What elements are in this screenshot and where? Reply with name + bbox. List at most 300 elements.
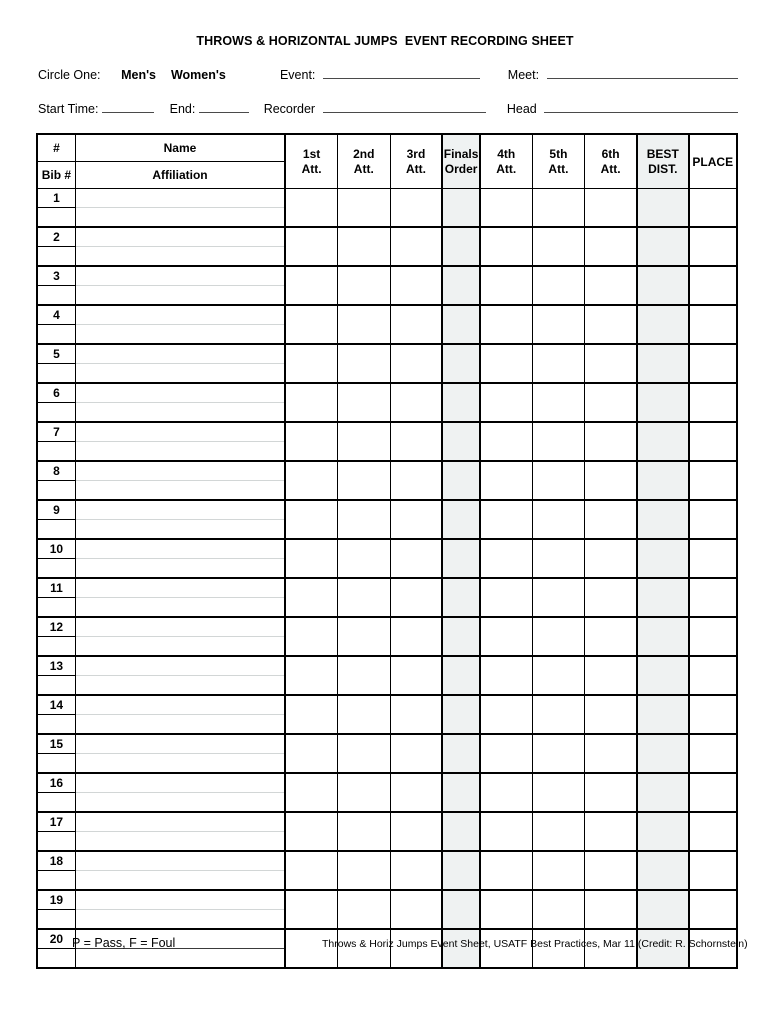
attempt-5-cell[interactable] — [532, 539, 584, 578]
affiliation-cell[interactable] — [75, 208, 285, 228]
attempt-5-cell[interactable] — [532, 773, 584, 812]
attempt-5-line-2: Att. — [548, 161, 569, 176]
attempt-1-cell[interactable] — [285, 539, 337, 578]
attempt-3-cell[interactable] — [390, 500, 442, 539]
athlete-name-cell[interactable] — [75, 500, 285, 520]
row-number-cell[interactable] — [37, 227, 75, 247]
attempt-6-cell[interactable] — [585, 383, 637, 422]
best-distance-cell[interactable] — [637, 189, 688, 228]
attempt-1-cell[interactable] — [285, 578, 337, 617]
start-time-label: Start Time: — [38, 102, 99, 116]
best-distance-cell[interactable] — [637, 773, 688, 812]
best-distance-cell[interactable] — [637, 266, 688, 305]
attempt-3-cell[interactable] — [390, 578, 442, 617]
column-header-attempt-5 — [532, 134, 584, 189]
row-number-label: 10 — [49, 542, 64, 556]
attempt-4-cell[interactable] — [480, 539, 532, 578]
attempt-4-cell[interactable] — [480, 851, 532, 890]
best-distance-cell[interactable] — [637, 656, 688, 695]
attempt-4-cell[interactable] — [480, 500, 532, 539]
affiliation-cell[interactable] — [75, 559, 285, 579]
place-cell[interactable] — [689, 539, 738, 578]
attempt-4-cell[interactable] — [480, 227, 532, 266]
attempt-3-cell[interactable] — [390, 695, 442, 734]
finals-order-cell[interactable] — [442, 617, 479, 656]
row-number-cell[interactable] — [37, 812, 75, 832]
attempt-4-cell[interactable] — [480, 189, 532, 228]
attempt-2-cell[interactable] — [338, 500, 390, 539]
place-cell[interactable] — [689, 422, 738, 461]
place-cell[interactable] — [689, 189, 738, 228]
row-number-label: 18 — [49, 854, 64, 868]
athlete-name-cell[interactable] — [75, 851, 285, 871]
bib-number-cell[interactable] — [37, 715, 75, 735]
row-number-cell[interactable] — [37, 383, 75, 403]
row-number-label: 8 — [53, 464, 60, 478]
attempt-3-cell[interactable] — [390, 656, 442, 695]
affiliation-cell[interactable] — [75, 286, 285, 306]
recorder-label: Recorder — [263, 102, 316, 116]
attempt-2-cell[interactable] — [338, 266, 390, 305]
athlete-name-cell[interactable] — [75, 461, 285, 481]
attempt-3-cell[interactable] — [390, 461, 442, 500]
finals-order-cell[interactable] — [442, 851, 479, 890]
best-distance-cell[interactable] — [637, 227, 688, 266]
finals-order-cell[interactable] — [442, 422, 479, 461]
attempt-3-cell[interactable] — [390, 890, 442, 929]
finals-order-cell[interactable] — [442, 578, 479, 617]
bib-number-cell[interactable] — [37, 754, 75, 774]
row-number-cell[interactable] — [37, 851, 75, 871]
affiliation-cell[interactable] — [75, 598, 285, 618]
attempt-1-line-1: 1st — [302, 147, 321, 162]
attempt-5-cell[interactable] — [532, 383, 584, 422]
column-header-attempt-4 — [480, 134, 532, 189]
attempt-1-cell[interactable] — [285, 890, 337, 929]
attempt-3-cell[interactable] — [390, 189, 442, 228]
finals-order-cell[interactable] — [442, 461, 479, 500]
affiliation-cell[interactable] — [75, 442, 285, 462]
place-cell[interactable] — [689, 656, 738, 695]
attempt-1-cell[interactable] — [285, 383, 337, 422]
attempt-2-cell[interactable] — [338, 656, 390, 695]
attempt-5-cell[interactable] — [532, 617, 584, 656]
finals-order-cell[interactable] — [442, 656, 479, 695]
attempt-6-cell[interactable] — [585, 695, 637, 734]
row-number-cell[interactable] — [37, 617, 75, 637]
best-distance-cell[interactable] — [637, 734, 688, 773]
finals-order-cell[interactable] — [442, 266, 479, 305]
bib-number-cell[interactable] — [37, 871, 75, 891]
table-row — [37, 383, 737, 403]
athlete-name-cell[interactable] — [75, 344, 285, 364]
attempt-4-cell[interactable] — [480, 812, 532, 851]
attempt-2-cell[interactable] — [338, 305, 390, 344]
affiliation-cell[interactable] — [75, 715, 285, 735]
affiliation-cell[interactable] — [75, 247, 285, 267]
attempt-2-cell[interactable] — [338, 851, 390, 890]
table-row — [37, 851, 737, 871]
attempt-5-cell[interactable] — [532, 305, 584, 344]
finals-order-cell[interactable] — [442, 539, 479, 578]
athlete-name-cell[interactable] — [75, 305, 285, 325]
attempt-1-cell[interactable] — [285, 305, 337, 344]
attempt-2-line-2: Att. — [353, 161, 374, 176]
attempt-5-cell[interactable] — [532, 344, 584, 383]
place-cell[interactable] — [689, 578, 738, 617]
attempt-2-cell[interactable] — [338, 812, 390, 851]
finals-order-cell[interactable] — [442, 227, 479, 266]
attempt-3-cell[interactable] — [390, 617, 442, 656]
bib-number-cell[interactable] — [37, 910, 75, 930]
start-time-field[interactable] — [102, 101, 154, 113]
affiliation-cell[interactable] — [75, 754, 285, 774]
attempt-4-cell[interactable] — [480, 656, 532, 695]
attempt-4-cell[interactable] — [480, 266, 532, 305]
athlete-name-cell[interactable] — [75, 383, 285, 403]
best-distance-cell[interactable] — [637, 890, 688, 929]
row-number-label: 15 — [49, 737, 64, 751]
athlete-name-cell[interactable] — [75, 227, 285, 247]
athlete-name-cell[interactable] — [75, 617, 285, 637]
attempt-5-cell[interactable] — [532, 227, 584, 266]
place-cell[interactable] — [689, 851, 738, 890]
finals-order-cell[interactable] — [442, 812, 479, 851]
attempt-3-cell[interactable] — [390, 305, 442, 344]
athlete-name-cell[interactable] — [75, 695, 285, 715]
bib-number-cell[interactable] — [37, 208, 75, 228]
finals-order-cell[interactable] — [442, 305, 479, 344]
row-number-cell[interactable] — [37, 734, 75, 754]
row-number-cell[interactable] — [37, 773, 75, 793]
column-header-attempt-3 — [390, 134, 442, 189]
credit-line: Throws & Horiz Jumps Event Sheet, USATF Best Practices, Mar 11 (Credit: R. Schornstein) — [322, 938, 748, 950]
row-number-cell[interactable] — [37, 461, 75, 481]
finals-order-cell[interactable] — [442, 773, 479, 812]
attempt-6-cell[interactable] — [585, 189, 637, 228]
attempt-6-cell[interactable] — [585, 305, 637, 344]
place-cell[interactable] — [689, 500, 738, 539]
attempt-1-cell[interactable] — [285, 344, 337, 383]
athlete-name-cell[interactable] — [75, 189, 285, 208]
finals-order-cell[interactable] — [442, 890, 479, 929]
attempt-5-cell[interactable] — [532, 189, 584, 228]
row-number-label: 17 — [49, 815, 64, 829]
attempt-5-cell[interactable] — [532, 695, 584, 734]
attempt-2-cell[interactable] — [338, 227, 390, 266]
best-distance-cell[interactable] — [637, 344, 688, 383]
place-cell[interactable] — [689, 227, 738, 266]
attempt-1-cell[interactable] — [285, 695, 337, 734]
bib-number-cell[interactable] — [37, 481, 75, 501]
affiliation-cell[interactable] — [75, 793, 285, 813]
row-number-label: 16 — [49, 776, 64, 790]
place-cell[interactable] — [689, 461, 738, 500]
row-number-label: 6 — [53, 386, 60, 400]
attempt-6-cell[interactable] — [585, 539, 637, 578]
attempt-5-cell[interactable] — [532, 461, 584, 500]
row-number-cell[interactable] — [37, 344, 75, 364]
recorder-field[interactable] — [323, 101, 486, 113]
mens-option[interactable]: Men's — [121, 68, 157, 82]
row-number-cell[interactable] — [37, 695, 75, 715]
attempt-2-cell[interactable] — [338, 578, 390, 617]
best-distance-cell[interactable] — [637, 695, 688, 734]
attempt-6-cell[interactable] — [585, 500, 637, 539]
row-number-label: 3 — [53, 269, 60, 283]
event-field[interactable] — [323, 67, 480, 79]
attempt-2-cell[interactable] — [338, 773, 390, 812]
best-distance-line-1: BEST — [646, 147, 679, 162]
attempt-4-cell[interactable] — [480, 383, 532, 422]
finals-order-line-2: Order — [444, 161, 478, 176]
athlete-name-cell[interactable] — [75, 266, 285, 286]
attempt-6-cell[interactable] — [585, 812, 637, 851]
place-cell[interactable] — [689, 305, 738, 344]
attempt-4-cell[interactable] — [480, 773, 532, 812]
attempt-4-cell[interactable] — [480, 695, 532, 734]
table-row — [37, 695, 737, 715]
attempt-4-line-1: 4th — [497, 147, 516, 162]
womens-option[interactable]: Women's — [170, 68, 226, 82]
finals-order-cell[interactable] — [442, 189, 479, 228]
affiliation-cell[interactable] — [75, 364, 285, 384]
attempt-2-cell[interactable] — [338, 734, 390, 773]
place-cell[interactable] — [689, 773, 738, 812]
row-number-label: 5 — [53, 347, 60, 361]
attempt-5-line-1: 5th — [549, 147, 568, 162]
athlete-name-cell[interactable] — [75, 890, 285, 910]
athlete-name-cell[interactable] — [75, 812, 285, 832]
row-number-label: 2 — [53, 230, 60, 244]
attempt-1-cell[interactable] — [285, 189, 337, 228]
table-row — [37, 539, 737, 559]
meet-field[interactable] — [547, 67, 738, 79]
attempt-6-cell[interactable] — [585, 266, 637, 305]
attempt-3-cell[interactable] — [390, 344, 442, 383]
athlete-name-cell[interactable] — [75, 578, 285, 598]
attempt-5-cell[interactable] — [532, 734, 584, 773]
attempt-2-cell[interactable] — [338, 890, 390, 929]
attempt-1-cell[interactable] — [285, 227, 337, 266]
attempt-5-cell[interactable] — [532, 266, 584, 305]
row-number-cell[interactable] — [37, 539, 75, 559]
sheet-footer — [36, 936, 748, 954]
attempt-3-cell[interactable] — [390, 227, 442, 266]
attempt-1-cell[interactable] — [285, 500, 337, 539]
attempt-4-cell[interactable] — [480, 461, 532, 500]
attempt-1-cell[interactable] — [285, 461, 337, 500]
attempt-1-cell[interactable] — [285, 851, 337, 890]
attempt-1-cell[interactable] — [285, 773, 337, 812]
row-number-cell[interactable] — [37, 578, 75, 598]
affiliation-cell[interactable] — [75, 325, 285, 345]
attempt-1-cell[interactable] — [285, 617, 337, 656]
attempt-2-cell[interactable] — [338, 422, 390, 461]
best-distance-cell[interactable] — [637, 422, 688, 461]
row-number-label: 12 — [49, 620, 64, 634]
attempt-1-cell[interactable] — [285, 656, 337, 695]
attempt-6-cell[interactable] — [585, 422, 637, 461]
place-cell[interactable] — [689, 734, 738, 773]
best-distance-cell[interactable] — [637, 539, 688, 578]
attempt-5-cell[interactable] — [532, 422, 584, 461]
best-distance-cell[interactable] — [637, 461, 688, 500]
finals-order-cell[interactable] — [442, 344, 479, 383]
table-row — [37, 617, 737, 637]
attempt-6-cell[interactable] — [585, 734, 637, 773]
end-field[interactable] — [199, 101, 248, 113]
column-header-attempt-6 — [585, 134, 637, 189]
place-cell[interactable] — [689, 812, 738, 851]
finals-order-cell[interactable] — [442, 695, 479, 734]
athlete-name-cell[interactable] — [75, 734, 285, 754]
bib-number-cell[interactable] — [37, 247, 75, 267]
attempt-3-cell[interactable] — [390, 734, 442, 773]
attempt-6-cell[interactable] — [585, 656, 637, 695]
attempt-6-line-2: Att. — [600, 161, 621, 176]
attempt-2-cell[interactable] — [338, 383, 390, 422]
head-field[interactable] — [544, 101, 738, 113]
best-distance-cell[interactable] — [637, 812, 688, 851]
affiliation-cell[interactable] — [75, 403, 285, 423]
column-header-affiliation: Affiliation — [75, 162, 285, 189]
finals-order-cell[interactable] — [442, 500, 479, 539]
table-row — [37, 422, 737, 442]
attempt-1-cell[interactable] — [285, 266, 337, 305]
best-distance-cell[interactable] — [637, 500, 688, 539]
best-distance-cell[interactable] — [637, 305, 688, 344]
bib-number-cell[interactable] — [37, 637, 75, 657]
row-number-label: 9 — [53, 503, 60, 517]
bib-number-cell[interactable] — [37, 832, 75, 852]
finals-order-cell[interactable] — [442, 734, 479, 773]
bib-number-cell[interactable] — [37, 364, 75, 384]
athlete-name-cell[interactable] — [75, 656, 285, 676]
attempt-6-cell[interactable] — [585, 344, 637, 383]
row-number-cell[interactable] — [37, 422, 75, 442]
bib-number-cell[interactable] — [37, 442, 75, 462]
place-cell[interactable] — [689, 266, 738, 305]
attempt-1-cell[interactable] — [285, 734, 337, 773]
attempt-4-cell[interactable] — [480, 890, 532, 929]
table-row — [37, 305, 737, 325]
attempt-4-cell[interactable] — [480, 617, 532, 656]
attempt-6-cell[interactable] — [585, 227, 637, 266]
attempt-4-cell[interactable] — [480, 422, 532, 461]
affiliation-cell[interactable] — [75, 910, 285, 930]
attempt-5-cell[interactable] — [532, 500, 584, 539]
best-distance-cell[interactable] — [637, 851, 688, 890]
finals-order-cell[interactable] — [442, 383, 479, 422]
attempt-6-cell[interactable] — [585, 578, 637, 617]
bib-number-cell[interactable] — [37, 286, 75, 306]
attempt-5-cell[interactable] — [532, 578, 584, 617]
attempt-3-cell[interactable] — [390, 422, 442, 461]
bib-number-cell[interactable] — [37, 793, 75, 813]
form-line-circle-one — [38, 67, 738, 82]
attempt-2-cell[interactable] — [338, 461, 390, 500]
attempt-6-cell[interactable] — [585, 851, 637, 890]
attempt-1-cell[interactable] — [285, 812, 337, 851]
attempt-3-cell[interactable] — [390, 812, 442, 851]
table-row — [37, 773, 737, 793]
affiliation-cell[interactable] — [75, 637, 285, 657]
row-number-cell[interactable] — [37, 500, 75, 520]
attempt-4-line-2: Att. — [496, 161, 517, 176]
attempt-2-cell[interactable] — [338, 344, 390, 383]
attempt-2-cell[interactable] — [338, 189, 390, 228]
affiliation-cell[interactable] — [75, 832, 285, 852]
row-number-cell[interactable] — [37, 266, 75, 286]
attempt-5-cell[interactable] — [532, 656, 584, 695]
bib-number-cell[interactable] — [37, 598, 75, 618]
athlete-name-cell[interactable] — [75, 773, 285, 793]
place-cell[interactable] — [689, 344, 738, 383]
attempt-6-cell[interactable] — [585, 890, 637, 929]
attempt-4-cell[interactable] — [480, 734, 532, 773]
best-distance-cell[interactable] — [637, 383, 688, 422]
affiliation-cell[interactable] — [75, 676, 285, 696]
attempt-4-cell[interactable] — [480, 344, 532, 383]
attempt-3-cell[interactable] — [390, 851, 442, 890]
attempt-4-cell[interactable] — [480, 578, 532, 617]
legend-pass-foul: P = Pass, F = Foul — [72, 936, 176, 950]
affiliation-cell[interactable] — [75, 871, 285, 891]
attempt-3-cell[interactable] — [390, 383, 442, 422]
athlete-name-cell[interactable] — [75, 422, 285, 442]
affiliation-cell[interactable] — [75, 520, 285, 540]
affiliation-cell[interactable] — [75, 481, 285, 501]
bib-number-cell[interactable] — [37, 325, 75, 345]
attempt-3-cell[interactable] — [390, 266, 442, 305]
best-distance-cell[interactable] — [637, 578, 688, 617]
attempt-6-cell[interactable] — [585, 773, 637, 812]
results-table-container — [36, 133, 738, 969]
attempt-3-cell[interactable] — [390, 773, 442, 812]
attempt-2-cell[interactable] — [338, 695, 390, 734]
attempt-3-cell[interactable] — [390, 539, 442, 578]
place-cell[interactable] — [689, 890, 738, 929]
row-number-cell[interactable] — [37, 656, 75, 676]
attempt-6-cell[interactable] — [585, 617, 637, 656]
attempt-2-cell[interactable] — [338, 617, 390, 656]
attempt-5-cell[interactable] — [532, 851, 584, 890]
attempt-2-cell[interactable] — [338, 539, 390, 578]
bib-number-cell[interactable] — [37, 676, 75, 696]
attempt-6-cell[interactable] — [585, 461, 637, 500]
bib-number-cell[interactable] — [37, 403, 75, 423]
bib-number-cell[interactable] — [37, 559, 75, 579]
bib-number-cell[interactable] — [37, 520, 75, 540]
meet-label: Meet: — [507, 68, 540, 82]
row-number-cell[interactable] — [37, 305, 75, 325]
attempt-1-cell[interactable] — [285, 422, 337, 461]
attempt-5-cell[interactable] — [532, 812, 584, 851]
place-cell[interactable] — [689, 617, 738, 656]
row-number-cell[interactable] — [37, 890, 75, 910]
table-row — [37, 812, 737, 832]
attempt-5-cell[interactable] — [532, 890, 584, 929]
place-cell[interactable] — [689, 383, 738, 422]
athlete-name-cell[interactable] — [75, 539, 285, 559]
attempt-4-cell[interactable] — [480, 305, 532, 344]
place-cell[interactable] — [689, 695, 738, 734]
table-row — [37, 500, 737, 520]
attempt-3-line-2: Att. — [405, 161, 426, 176]
best-distance-cell[interactable] — [637, 617, 688, 656]
row-number-cell[interactable] — [37, 189, 75, 208]
